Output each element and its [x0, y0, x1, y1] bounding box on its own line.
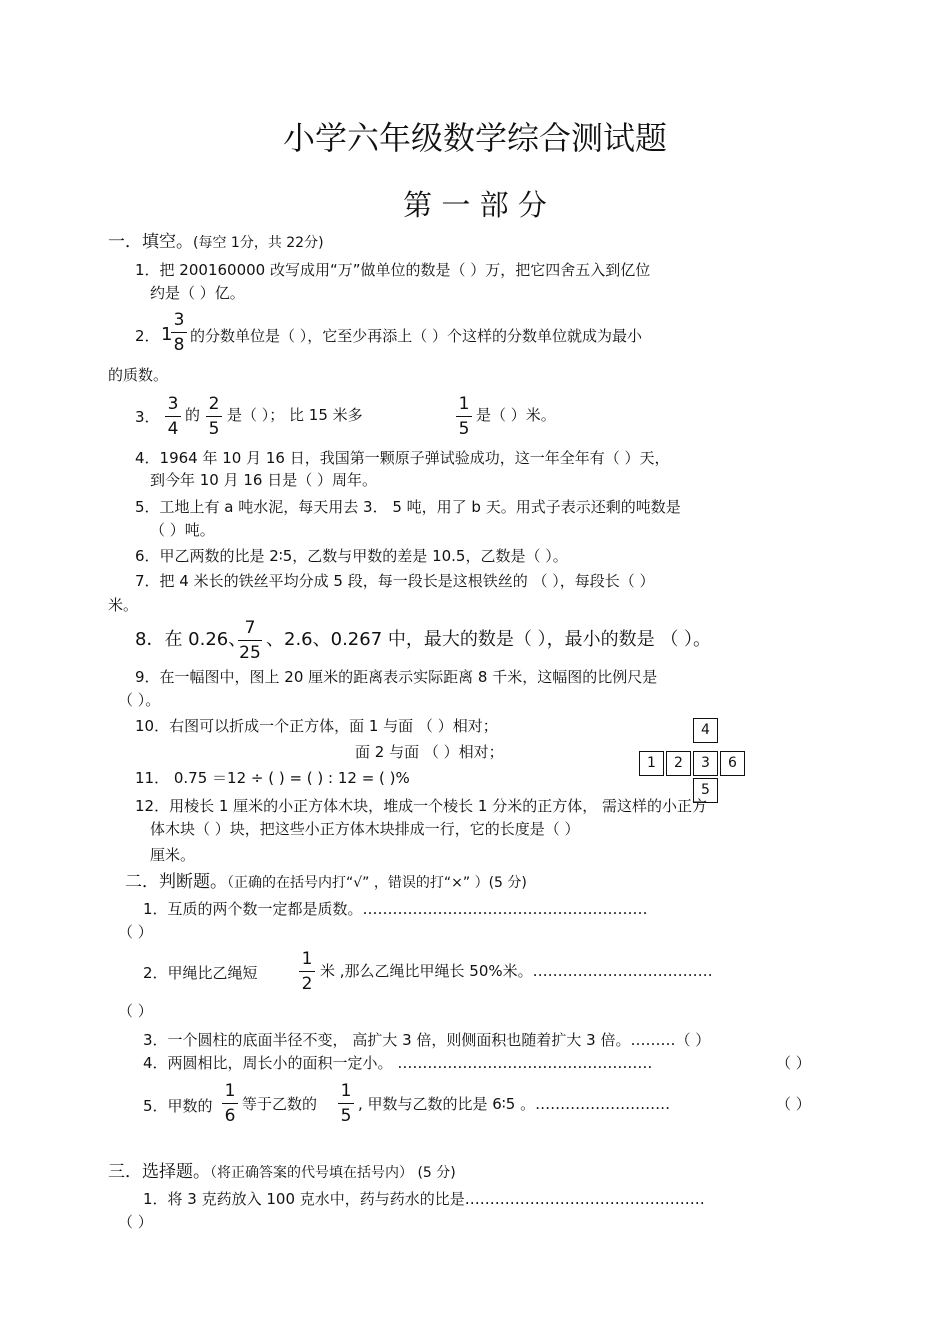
j5-mid: 等于乙数的 [242, 1095, 318, 1113]
q1-line1: 1．把 200160000 改写成用“万”做单位的数是（ ）万，把它四舍五入到亿位 [135, 261, 651, 279]
q3-f3-den: 5 [458, 419, 470, 439]
q1-line2: 约是（ ）亿。 [150, 284, 245, 302]
j5-f2-num: 1 [340, 1081, 352, 1101]
j4-paren: （ ） [776, 1054, 811, 1072]
q3-fraction3 [456, 393, 472, 440]
j3-line: 3．一个圆柱的底面半径不变， 高扩大 3 倍，则侧面积也随着扩大 3 倍。………（ ） [143, 1031, 711, 1049]
q8-frac-den: 25 [239, 643, 261, 663]
net-face-3: 3 [693, 751, 718, 776]
j2-line2: （ ） [118, 1002, 153, 1020]
j5-paren: （ ） [776, 1095, 811, 1113]
q7-line2: 米。 [108, 596, 139, 614]
q3-f2-den: 5 [208, 419, 220, 439]
j5-prefix: 5．甲数的 [143, 1097, 213, 1115]
q3-mid2: 是（ ）； 比 15 米多 [227, 406, 363, 424]
c1-line2: （ ） [118, 1213, 153, 1231]
q8-fraction [238, 617, 262, 664]
q9-line1: 9．在一幅图中，图上 20 厘米的距离表示实际距离 8 千米，这幅图的比例尺是 [135, 668, 658, 686]
section1-heading: 一．填空。 [108, 232, 193, 252]
q10-line1: 10．右图可以折成一个正方体，面 1 与面 （ ）相对； [135, 717, 498, 735]
cube-net-diagram [636, 718, 748, 804]
q2-whole: 1 [161, 324, 173, 345]
q3-post: 是（ ）米。 [476, 406, 556, 424]
j1-line2: （ ） [118, 923, 153, 941]
q7-line1: 7．把 4 米长的铁丝平均分成 5 段，每一段长是这根铁丝的 （ ），每段长（ ） [135, 572, 655, 590]
q4-line2: 到今年 10 月 16 日是（ ）周年。 [150, 471, 378, 489]
q3-f3-num: 1 [458, 394, 470, 414]
j5-f1-num: 1 [224, 1081, 236, 1101]
section-subtitle: 第 一 部 分 [403, 188, 547, 222]
section3-header [108, 1162, 456, 1183]
q3-mid1: 的 [185, 406, 201, 424]
net-face-2: 2 [666, 751, 691, 776]
j4-line: 4．两圆相比，周长小的面积一定小。 …………………………………………… [143, 1054, 653, 1072]
section2-header [125, 872, 527, 893]
net-face-6: 6 [720, 751, 745, 776]
j5-fraction2 [338, 1080, 354, 1127]
j5-f1-den: 6 [224, 1106, 236, 1126]
net-face-1: 1 [639, 751, 664, 776]
j2-prefix: 2．甲绳比乙绳短 [143, 964, 258, 982]
j2-frac-num: 1 [301, 949, 313, 969]
section1-header [108, 232, 324, 253]
q9-line2: （ ）。 [118, 691, 161, 709]
q12-line3: 厘米。 [150, 846, 196, 864]
section3-heading: 三．选择题。 [108, 1162, 210, 1182]
q5-line1: 5．工地上有 a 吨水泥，每天用去 3． 5 吨，用了 b 天。用式子表示还剩的吨数是 [135, 498, 681, 516]
page-title: 小学六年级数学综合测试题 [282, 119, 667, 157]
q8-frac-num: 7 [244, 618, 256, 638]
section3-note: （将正确答案的代号填在括号内） (5 分) [210, 1165, 456, 1181]
j1-line1: 1．互质的两个数一定都是质数。………………………………………………… [143, 900, 648, 918]
q3-f1-num: 3 [167, 394, 179, 414]
q3-prefix: 3． [135, 408, 160, 426]
q10-line2: 面 2 与面 （ ）相对； [355, 743, 504, 761]
j5-text: , 甲数与乙数的比是 6∶5 。……………………… [358, 1095, 671, 1113]
q3-f2-num: 2 [208, 394, 220, 414]
q2-line2: 的质数。 [108, 366, 169, 384]
q12-line2: 体木块（ ）块，把这些小正方体木块排成一行，它的长度是（ ） [150, 820, 580, 838]
q8-text: 、2.6、0.267 中，最大的数是（ ），最小的数是 （ ）。 [266, 629, 712, 650]
q2-text: 的分数单位是（ ），它至少再添上（ ）个这样的分数单位就成为最小 [190, 327, 643, 345]
q3-f1-den: 4 [167, 419, 179, 439]
c1-line1: 1．将 3 克药放入 100 克水中，药与药水的比是………………………………………… [143, 1190, 705, 1208]
q3-fraction1 [165, 393, 181, 440]
j2-fraction [299, 948, 315, 995]
j5-fraction1 [222, 1080, 238, 1127]
q2-prefix: 2． [135, 327, 160, 345]
section1-note: (每空 1分，共 22分) [193, 235, 324, 251]
q2-frac-den: 8 [173, 335, 185, 355]
q6-line: 6．甲乙两数的比是 2∶5，乙数与甲数的差是 10.5，乙数是（ ）。 [135, 547, 568, 565]
q11-line: 11． 0.75 ＝12 ÷ ( ) = ( ) : 12 = ( )% [135, 769, 410, 787]
q4-line1: 4．1964 年 10 月 16 日，我国第一颗原子弹试验成功，这一年全年有（ ）天， [135, 449, 670, 467]
j2-frac-den: 2 [301, 974, 313, 994]
section2-note: （正确的在括号内打“√” ，错误的打“×” ）(5 分) [227, 875, 527, 891]
j2-text: 米 ,那么乙绳比甲绳长 50%米。……………………………… [320, 962, 713, 980]
q3-fraction2 [206, 393, 222, 440]
q2-frac-num: 3 [173, 310, 185, 330]
q5-line2: （ ）吨。 [150, 521, 215, 539]
net-face-bottom: 5 [693, 778, 718, 803]
q8-prefix: 8．在 0.26、 [135, 629, 247, 650]
q12-line1: 12．用棱长 1 厘米的小正方体木块，堆成一个棱长 1 分米的正方体， 需这样的小正方 [135, 797, 708, 815]
net-face-top: 4 [693, 718, 718, 743]
section2-heading: 二．判断题。 [125, 872, 227, 892]
q2-fraction [171, 309, 187, 356]
j5-f2-den: 5 [340, 1106, 352, 1126]
